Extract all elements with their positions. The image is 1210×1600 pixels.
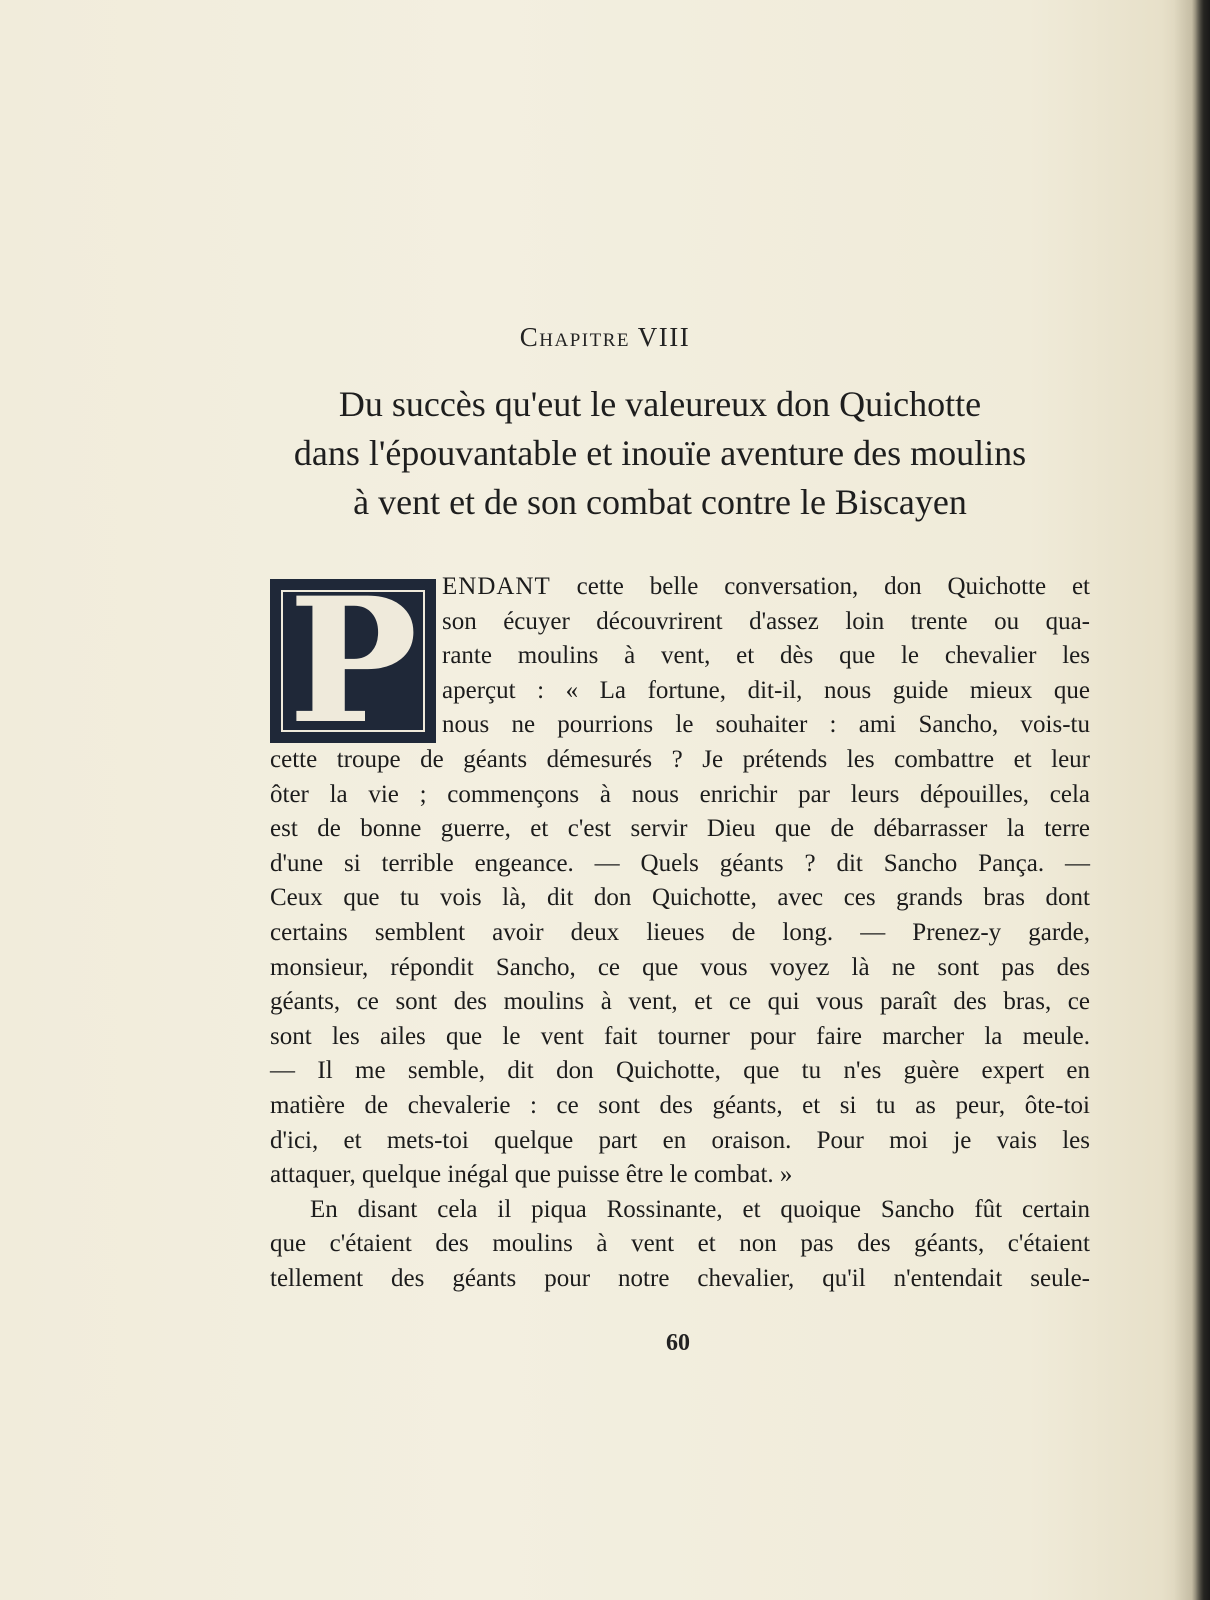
text-line: d'une si terrible engeance. — Quels géants ? dit Sancho Pança. —	[270, 849, 1090, 877]
text-line: cette troupe de géants démesurés ? Je prétends les combattre et leur	[270, 745, 1090, 773]
chapter-heading	[0, 322, 1210, 353]
chapter-heading-number: VIII	[637, 322, 691, 352]
text-line: géants, ce sont des moulins à vent, et ce qui vous paraît des bras, ce	[270, 988, 1090, 1016]
text-line: tellement des géants pour notre chevalier, qu'il n'entendait seule-	[270, 1264, 1090, 1292]
text-line: — Il me semble, dit don Quichotte, que tu n'es guère expert en	[270, 1057, 1090, 1085]
text-line: sont les ailes que le vent fait tourner pour faire marcher la meule.	[270, 1022, 1090, 1050]
text-line: rante moulins à vent, et dès que le chevalier les	[442, 642, 1090, 670]
chapter-title-line: Du succès qu'eut le valeureux don Quichotte	[338, 384, 982, 424]
chapter-title-line: à vent et de son combat contre le Biscayen	[353, 482, 967, 522]
text-line: est de bonne guerre, et c'est servir Dieu que de débarrasser la terre	[270, 815, 1090, 843]
text-line: certains semblent avoir deux lieues de long. — Prenez-y garde,	[270, 918, 1090, 946]
drop-cap-letter: P	[288, 559, 418, 762]
text-line: monsieur, répondit Sancho, ce que vous voyez là ne sont pas des	[270, 953, 1090, 981]
text-line: matière de chevalerie : ce sont des géants, et si tu as peur, ôte-toi	[270, 1091, 1090, 1119]
text-line: son écuyer découvrirent d'assez loin trente ou qua-	[442, 607, 1090, 635]
text-line: nous ne pourrions le souhaiter : ami Sancho, vois-tu	[442, 711, 1090, 739]
text-line: d'ici, et mets-toi quelque part en oraison. Pour moi je vais les	[270, 1126, 1090, 1154]
body-text	[270, 559, 1090, 1296]
chapter-title	[240, 380, 1080, 527]
text-line: ENDANT cette belle conversation, don Quichotte et	[442, 573, 1090, 600]
text-line: attaquer, quelque inégal que puisse être le combat. »	[270, 1161, 793, 1189]
text-line: ôter la vie ; commençons à nous enrichir par leurs dépouilles, cela	[270, 780, 1090, 808]
text-line: En disant cela il piqua Rossinante, et quoique Sancho fût certain	[310, 1195, 1090, 1223]
text-line: aperçut : « La fortune, dit-il, nous guide mieux que	[442, 676, 1090, 704]
page-number: 60	[666, 1330, 690, 1356]
text-line: Ceux que tu vois là, dit don Quichotte, avec ces grands bras dont	[270, 884, 1090, 912]
chapter-heading-prefix: Chapitre	[519, 322, 630, 352]
first-word-rest: ENDANT	[442, 573, 551, 600]
page-edge-shadow	[1174, 0, 1210, 1600]
chapter-title-line: dans l'épouvantable et inouïe aventure des moulins	[293, 433, 1027, 473]
text-line: que c'étaient des moulins à vent et non pas des géants, c'étaient	[270, 1230, 1090, 1258]
